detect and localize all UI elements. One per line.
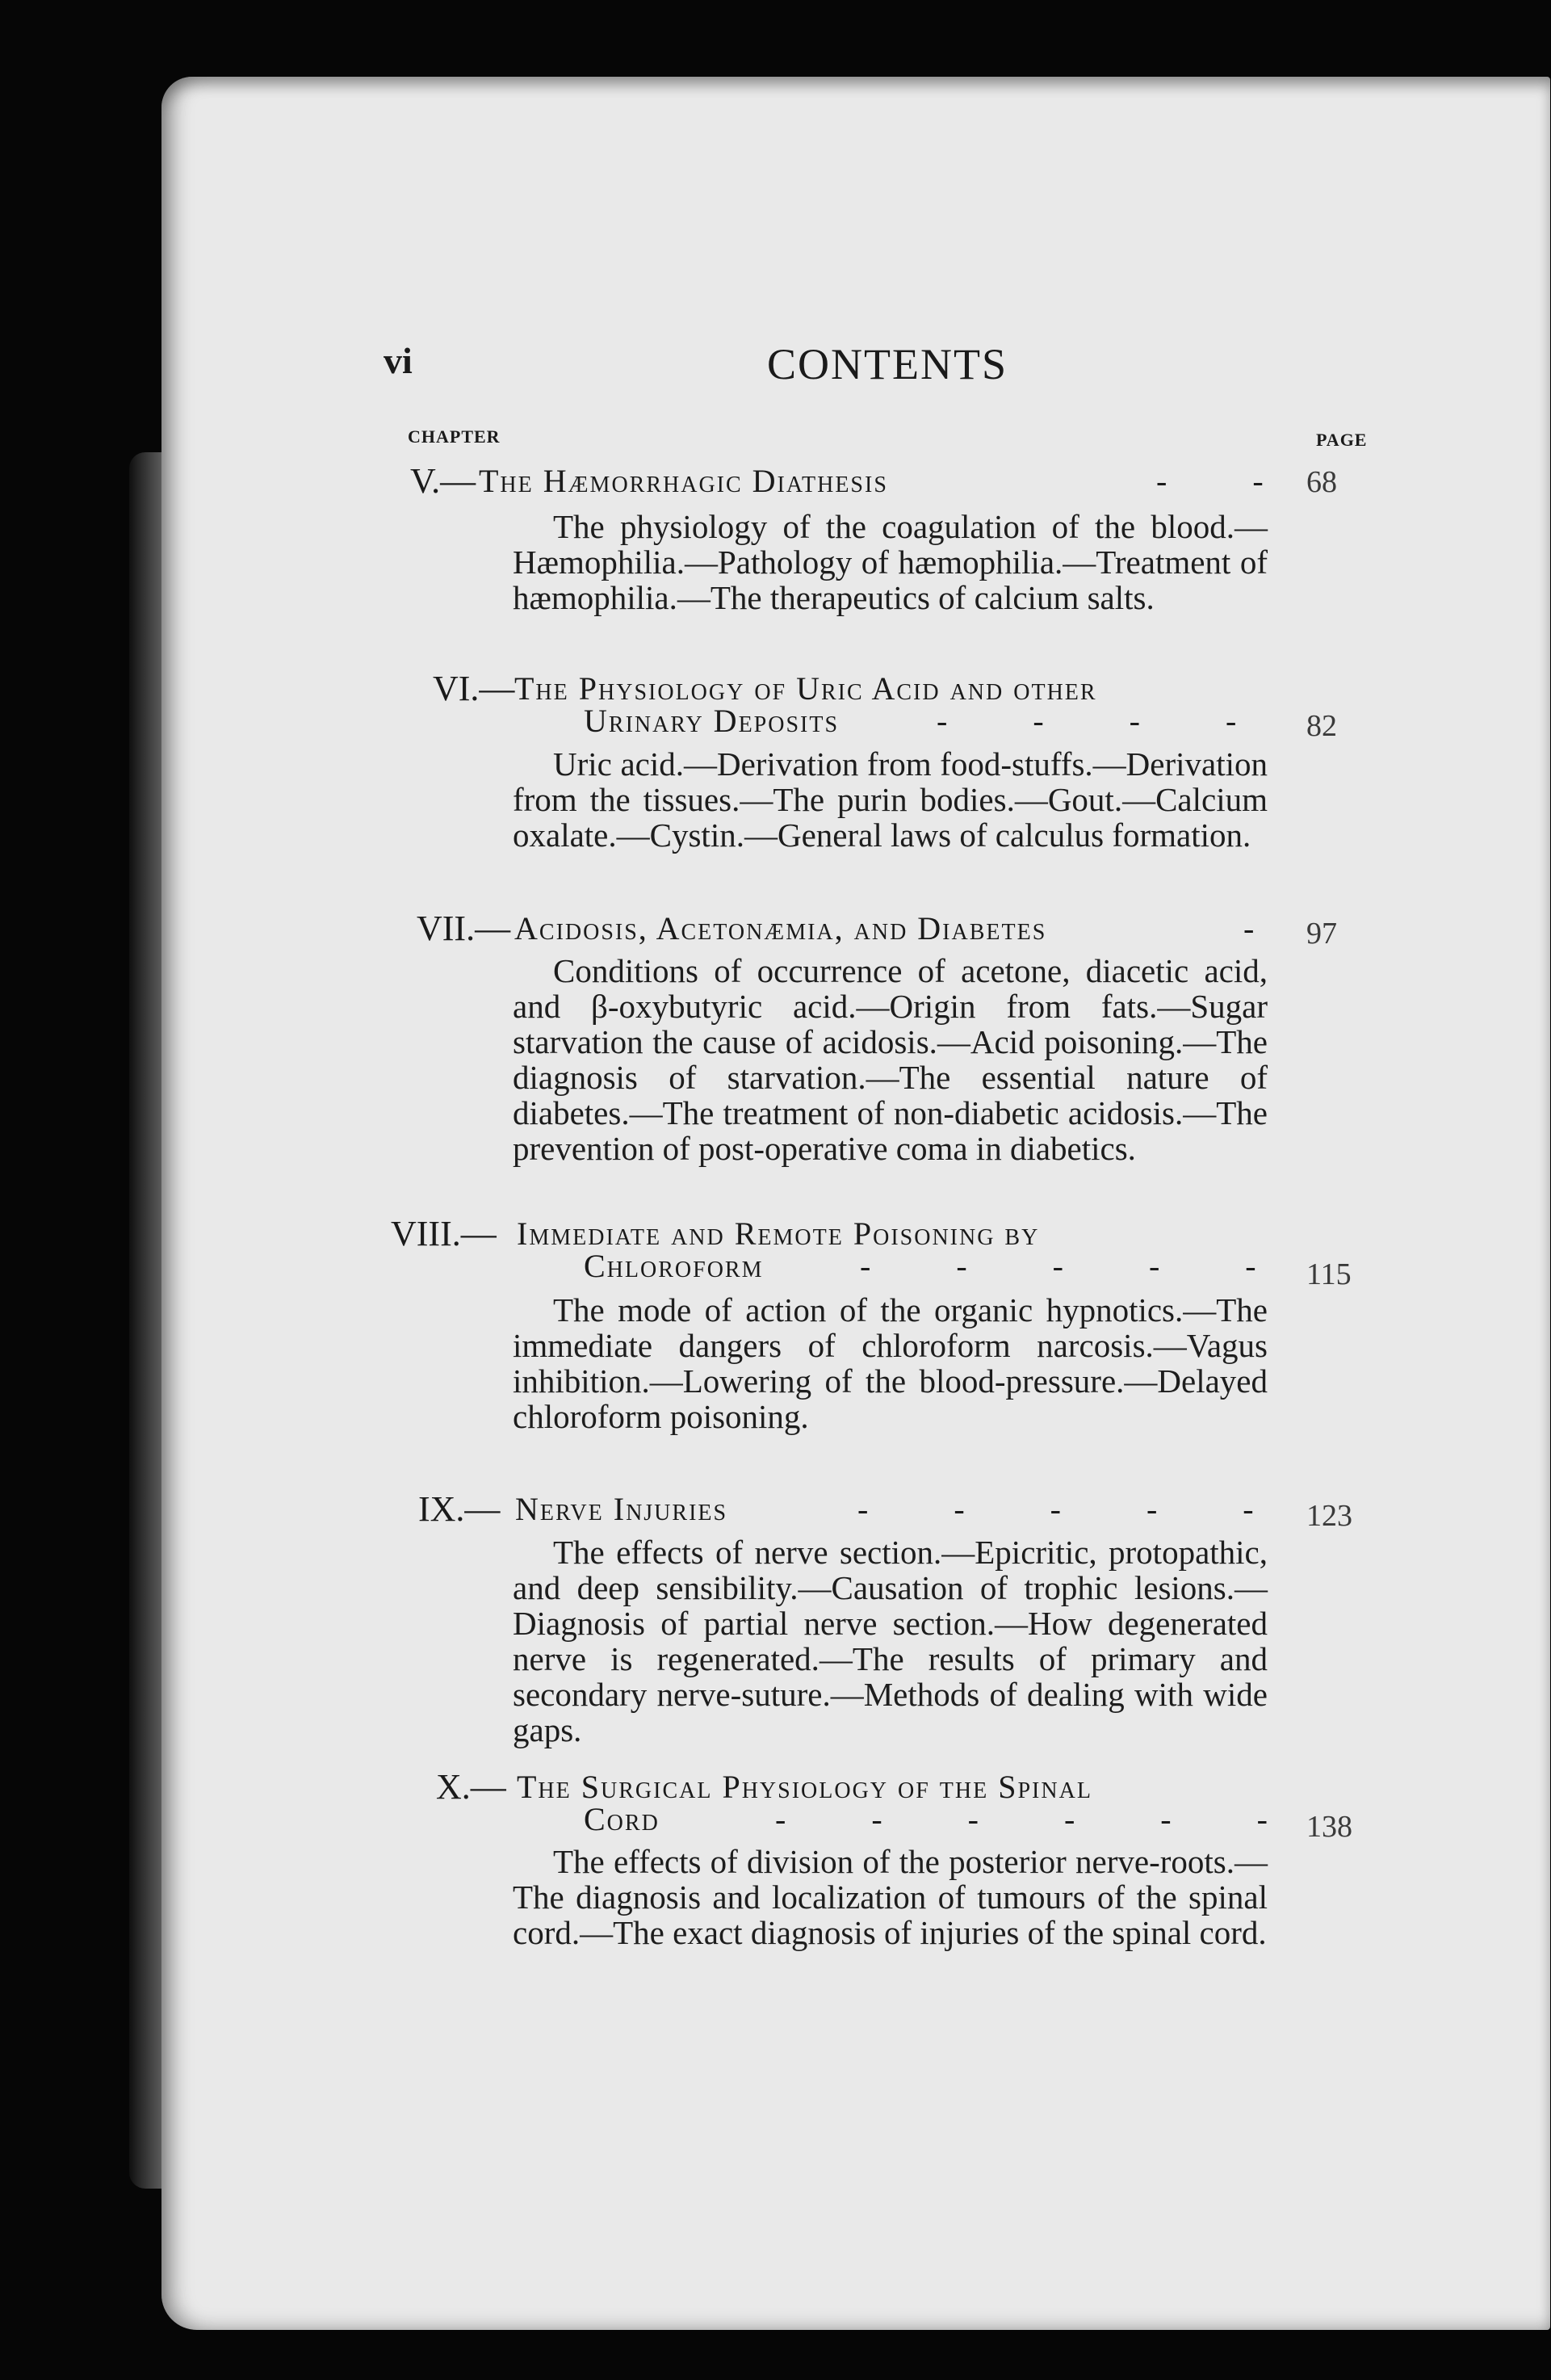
chapter-column-label: CHAPTER: [408, 426, 501, 447]
chapter-page-number: 115: [1306, 1257, 1352, 1291]
dot-leader: - - - - -: [857, 1491, 1293, 1527]
dot-leader: - - - - - -: [775, 1801, 1306, 1837]
page-number: vi: [384, 340, 413, 381]
chapter-title: Immediate and Remote Poisoning by: [517, 1215, 1040, 1252]
chapter-title: Nerve Injuries: [515, 1491, 728, 1527]
chapter-page-number: 68: [1306, 465, 1337, 499]
chapter-number: X.—: [436, 1767, 506, 1807]
chapter-number: IX.—: [418, 1489, 501, 1529]
dot-leader: - -: [1156, 463, 1302, 499]
chapter-title-continued: Urinary Deposits: [584, 703, 840, 739]
dot-leader: - - - - -: [860, 1248, 1295, 1284]
chapter-number: VIII.—: [391, 1214, 497, 1253]
chapter-title: The Surgical Physiology of the Spinal: [517, 1769, 1092, 1805]
chapter-summary: The physiology of the coagulation of the blood.—Hæmophilia.—Pathology of hæmophilia.—Treatment of hæmophilia.—The therapeutics of calcium salts.: [513, 508, 1268, 616]
chapter-summary: Uric acid.—Derivation from food-stuffs.—Derivation from the tissues.—The purin bodies.—Gout.—Calcium oxalate.—Cystin.—General laws of calculus formation.: [513, 745, 1268, 854]
dot-leader: - - - -: [937, 703, 1276, 739]
chapter-title: The Hæmorrhagic Diathesis: [479, 463, 888, 499]
chapter-summary: The mode of action of the organic hypnotics.—The immediate dangers of chloroform narcosis.—Vagus inhibition.—Lowering of the blood-pressure.—Delayed chloroform poisoning.: [513, 1291, 1268, 1435]
running-head: CONTENTS: [767, 340, 1008, 388]
chapter-summary: Conditions of occurrence of acetone, diacetic acid, and β-oxybutyric acid.—Origin from fats.—Sugar starvation the cause of acidosis.—Acid poisoning.—The diagnosis of starvation.—The essential nature of diabetes.—The treatment of non-diabetic acidosis.—The prevention of post-operative coma in diabetics.: [513, 952, 1268, 1167]
chapter-title: The Physiology of Uric Acid and other: [514, 670, 1097, 707]
page-column-label: PAGE: [1316, 430, 1368, 450]
chapter-summary: The effects of nerve section.—Epicritic, protopathic, and deep sensibility.—Causation of trophic lesions.—Diagnosis of partial nerve section.—How degenerated nerve is regenerated.—The results of primary and secondary nerve-suture.—Methods of dealing with wide gaps.: [513, 1534, 1268, 1748]
book-page: [161, 77, 1550, 2330]
chapter-page-number: 97: [1306, 917, 1337, 951]
dot-leader: -: [1243, 910, 1293, 947]
chapter-number: V.—: [410, 461, 476, 501]
chapter-page-number: 138: [1306, 1810, 1352, 1844]
chapter-number: VI.—: [433, 669, 515, 708]
chapter-number: VII.—: [417, 909, 511, 948]
chapter-title-continued: Cord: [584, 1801, 660, 1837]
chapter-title-continued: Chloroform: [584, 1248, 764, 1284]
chapter-title: Acidosis, Acetonæmia, and Diabetes: [514, 910, 1047, 947]
chapter-page-number: 123: [1306, 1499, 1352, 1533]
chapter-page-number: 82: [1306, 709, 1337, 743]
chapter-summary: The effects of division of the posterior nerve-roots.—The diagnosis and localization of tumours of the spinal cord.—The exact diagnosis of injuries of the spinal cord.: [513, 1843, 1268, 1951]
